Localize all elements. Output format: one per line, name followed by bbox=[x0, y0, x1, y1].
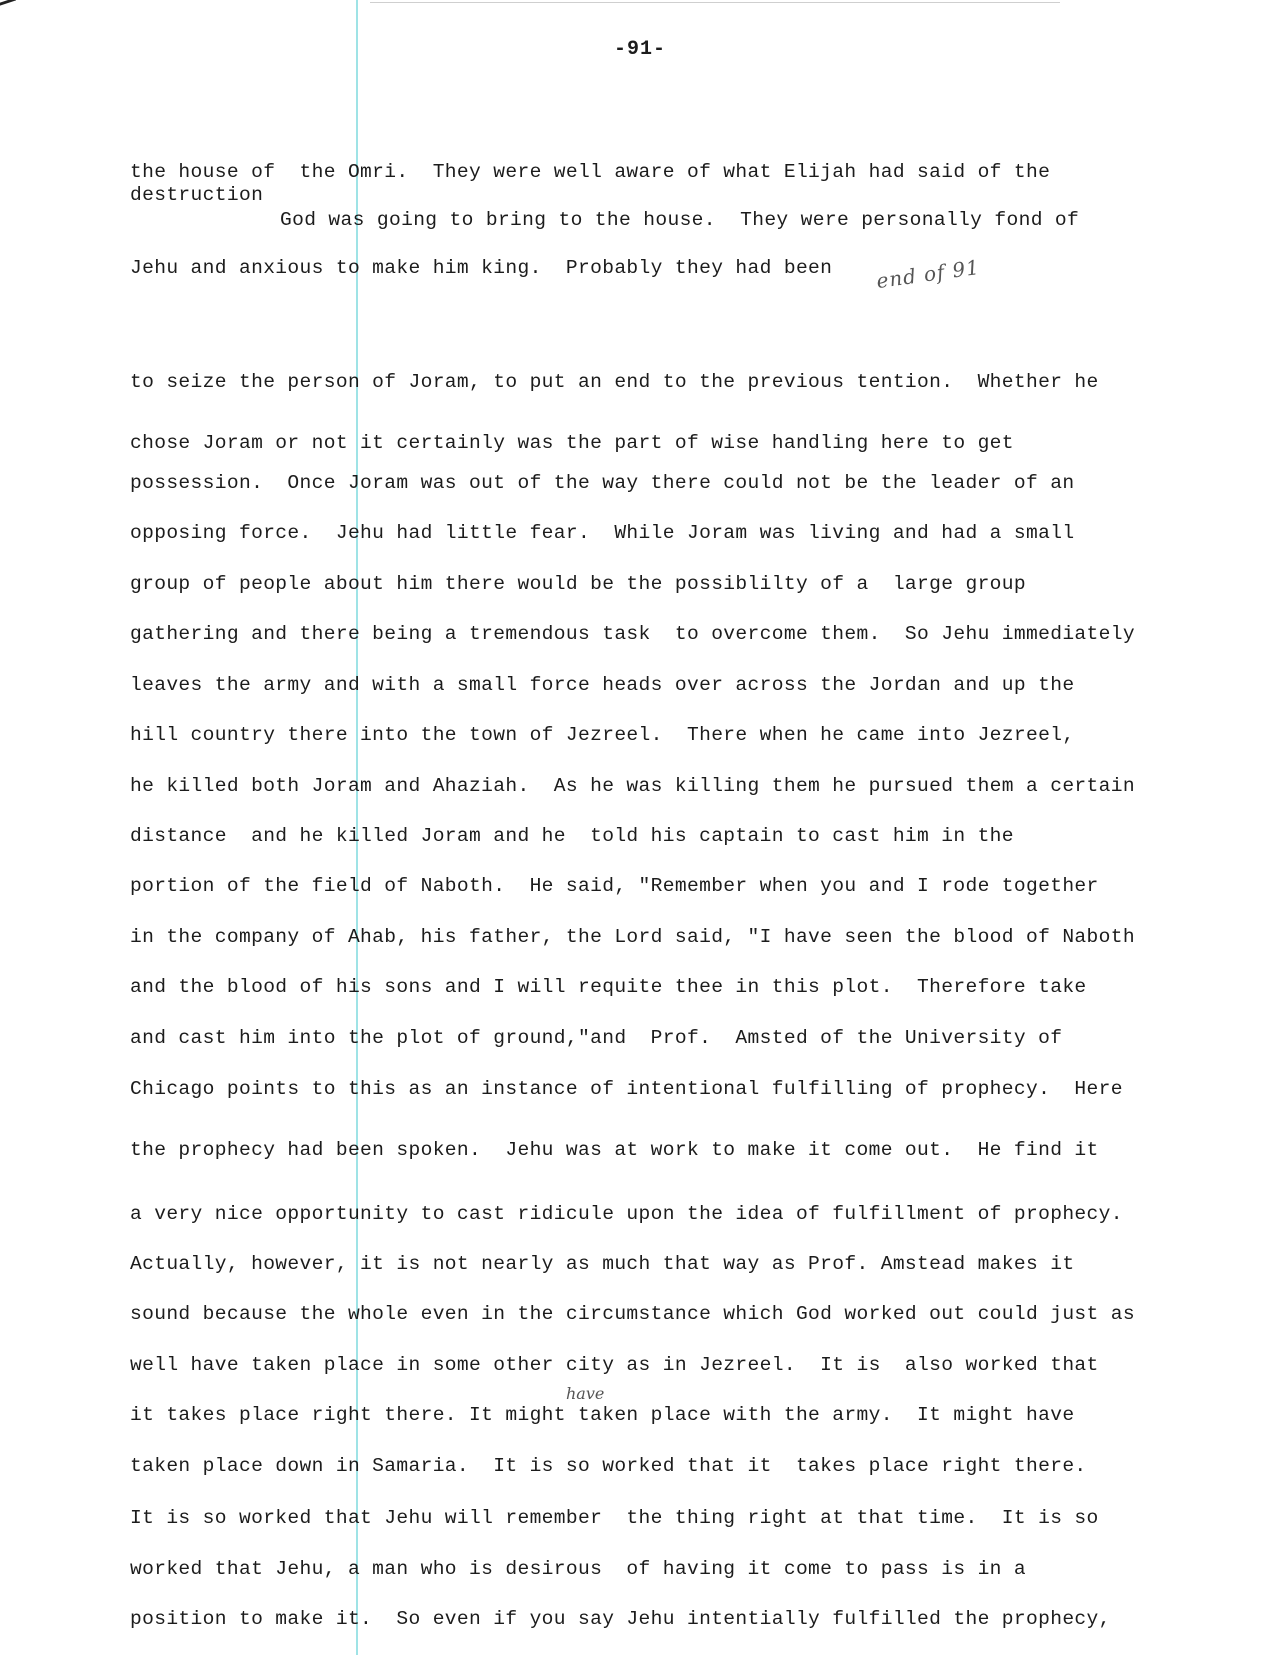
page-number: -91- bbox=[613, 38, 666, 61]
text-line: Chicago points to this as an instance of intentional fulfilling of prophecy. Here bbox=[130, 1078, 1123, 1100]
scan-top-edge bbox=[370, 2, 1060, 3]
text-line: the prophecy had been spoken. Jehu was at work to make it come out. He find it bbox=[130, 1139, 1099, 1161]
text-line: he killed both Joram and Ahaziah. As he was killing them he pursued them a certain bbox=[130, 775, 1135, 797]
text-line: in the company of Ahab, his father, the Lord said, "I have seen the blood of Naboth bbox=[130, 926, 1135, 948]
text-line: leaves the army and with a small force heads over across the Jordan and up the bbox=[130, 674, 1075, 696]
text-line: it takes place right there. It might taken place with the army. It might have bbox=[130, 1404, 1075, 1426]
text-line: sound because the whole even in the circumstance which God worked out could just as bbox=[130, 1303, 1135, 1325]
text-line: portion of the field of Naboth. He said, "Remember when you and I rode together bbox=[130, 875, 1099, 897]
text-line: and the blood of his sons and I will requite thee in this plot. Therefore take bbox=[130, 976, 1087, 998]
text-line: destruction bbox=[130, 184, 264, 206]
scan-corner-mark bbox=[0, 0, 16, 16]
text-line: hill country there into the town of Jezreel. There when he came into Jezreel, bbox=[130, 724, 1075, 746]
text-line: possession. Once Joram was out of the way there could not be the leader of an bbox=[130, 472, 1075, 494]
handwritten-insertion: have bbox=[566, 1384, 605, 1403]
text-line: gathering and there being a tremendous task to overcome them. So Jehu immediately bbox=[130, 623, 1135, 645]
text-line: taken place down in Samaria. It is so worked that it takes place right there. bbox=[130, 1455, 1087, 1477]
text-line: It is so worked that Jehu will remember the thing right at that time. It is so bbox=[130, 1507, 1099, 1529]
text-line: group of people about him there would be the possiblilty of a large group bbox=[130, 573, 1027, 595]
text-line: worked that Jehu, a man who is desirous of having it come to pass is in a bbox=[130, 1558, 1027, 1580]
text-line: the house of the Omri. They were well aware of what Elijah had said of the bbox=[130, 161, 1051, 183]
text-line: well have taken place in some other city as in Jezreel. It is also worked that bbox=[130, 1354, 1099, 1376]
text-line: to seize the person of Joram, to put an end to the previous tention. Whether he bbox=[130, 371, 1099, 393]
handwritten-margin-note: end of 91 bbox=[874, 254, 982, 294]
text-line: opposing force. Jehu had little fear. While Joram was living and had a small bbox=[130, 522, 1075, 544]
text-line: Actually, however, it is not nearly as much that way as Prof. Amstead makes it bbox=[130, 1253, 1075, 1275]
text-line: God was going to bring to the house. They were personally fond of bbox=[280, 209, 1080, 231]
text-line: chose Joram or not it certainly was the part of wise handling here to get bbox=[130, 432, 1014, 454]
text-line: and cast him into the plot of ground,"and Prof. Amsted of the University of bbox=[130, 1027, 1063, 1049]
text-line: distance and he killed Joram and he told his captain to cast him in the bbox=[130, 825, 1014, 847]
text-line: Jehu and anxious to make him king. Probably they had been bbox=[130, 257, 833, 279]
text-line: position to make it. So even if you say Jehu intentially fulfilled the prophecy, bbox=[130, 1608, 1111, 1630]
text-line: a very nice opportunity to cast ridicule upon the idea of fulfillment of prophecy. bbox=[130, 1203, 1123, 1225]
